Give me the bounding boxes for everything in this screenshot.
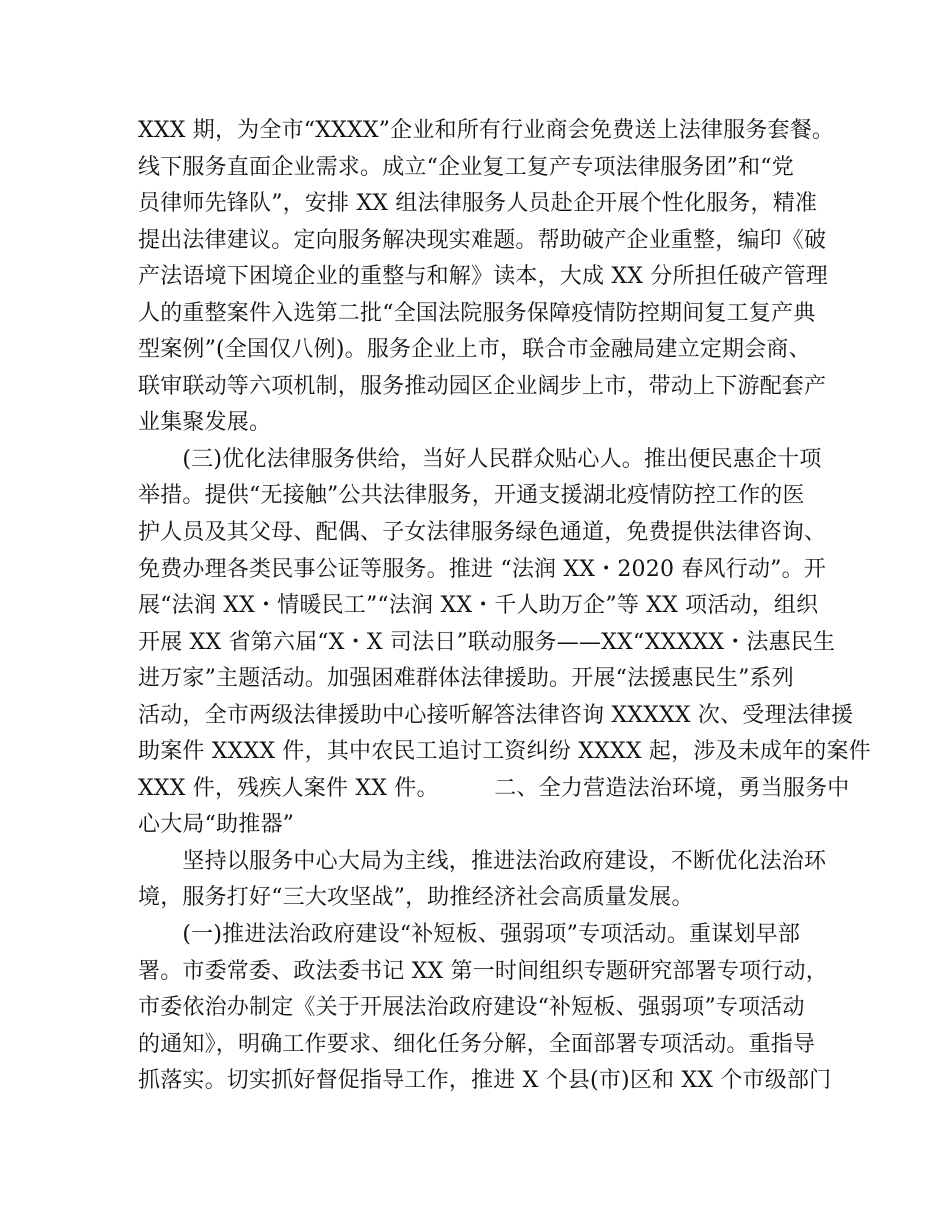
body-text	[138, 113, 871, 1100]
text-line: 助案件 XXXX 件，其中农民工追讨工资纠纷 XXXX 起，涉及未成年的案件	[138, 739, 871, 765]
text-line: 署。市委常委、政法委书记 XX 第一时间组织专题研究部署专项行动，	[138, 958, 828, 984]
text-line: 免费办理各类民事公证等服务。推进 “法润 XX・2020 春风行动”。开	[138, 556, 826, 582]
text-line: 人的重整案件入选第二批“全国法院服务保障疫情防控期间复工复产典	[138, 300, 816, 326]
text-line: 产法语境下困境企业的重整与和解》读本，大成 XX 分所担任破产管理	[138, 264, 828, 290]
text-line: 业集聚发展。	[138, 410, 272, 436]
text-line: 员律师先锋队”，安排 XX 组法律服务人员赴企开展个性化服务，精准	[138, 191, 818, 217]
text-line: XXX 件，残疾人案件 XX 件。 二、全力营造法治环境，勇当服务中	[138, 775, 850, 801]
text-line: 护人员及其父母、配偶、子女法律服务绿色通道，免费提供法律咨询、	[138, 520, 827, 546]
text-line: 坚持以服务中心大局为主线，推进法治政府建设，不断优化法治环	[138, 848, 827, 874]
text-line: 联审联动等六项机制，服务推动园区企业阔步上市，带动上下游配套产	[138, 373, 827, 399]
text-line: 线下服务直面企业需求。成立“企业复工复产专项法律服务团”和“党	[138, 154, 794, 180]
text-line: 活动，全市两级法律援助中心接听解答法律咨询 XXXXX 次、受理法律援	[138, 702, 854, 728]
text-line: 抓落实。切实抓好督促指导工作，推进 X 个县(市)区和 XX 个市级部门	[138, 1068, 832, 1094]
text-line: 型案例”(全国仅八例)。服务企业上市，联合市金融局建立定期会商、	[138, 337, 811, 363]
text-line: (三)优化法律服务供给，当好人民群众贴心人。推出便民惠企十项	[138, 446, 822, 472]
text-line: 的通知》，明确工作要求、细化任务分解，全面部署专项活动。重指导	[138, 1031, 816, 1057]
text-line: 心大局“助推器”	[138, 812, 295, 838]
text-line: (一)推进法治政府建设“补短板、强弱项”专项活动。重谋划早部	[138, 922, 801, 948]
text-line: 提出法律建议。定向服务解决现实难题。帮助破产企业重整，编印《破	[138, 227, 827, 253]
text-line: 进万家”主题活动。加强困难群体法律援助。开展“法援惠民生”系列	[138, 666, 794, 692]
text-line: XXX 期，为全市“XXXX”企业和所有行业商会免费送上法律服务套餐。	[138, 118, 835, 143]
text-line: 举措。提供“无接触”公共法律服务，开通支援湖北疫情防控工作的医	[138, 483, 805, 509]
text-line: 市委依治办制定《关于开展法治政府建设“补短板、强弱项”专项活动	[138, 995, 805, 1021]
text-line: 境，服务打好“三大攻坚战”，助推经济社会高质量发展。	[138, 885, 694, 911]
text-line: 展“法润 XX・情暖民工”“法润 XX・千人助万企”等 XX 项活动，组织	[138, 593, 819, 619]
text-line: 开展 XX 省第六届“X・X 司法日”联动服务——XX“XXXXX・法惠民生	[138, 629, 836, 655]
